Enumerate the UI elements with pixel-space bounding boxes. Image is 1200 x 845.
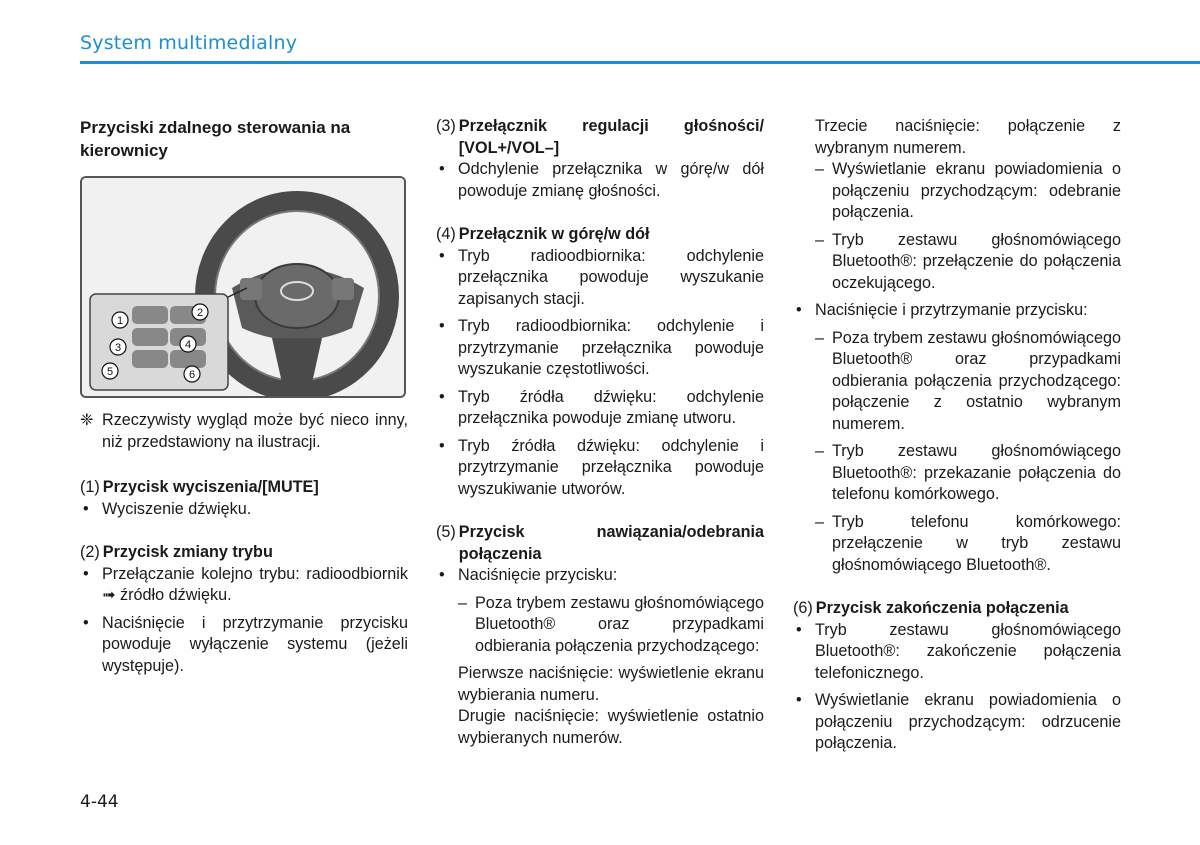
press-second-text: Drugie naciśnięcie: wyświetlenie ostatnio wybieranych numerów. [458, 707, 764, 747]
list-item: • Odchylenie przełącznika w górę/w dół powoduje zmianę głośności. [436, 159, 764, 202]
dash-item: – Poza trybem zestawu głośnomówiącego Bluetooth® oraz przypadkami odbierania połączenia przychodzącego: [436, 593, 764, 658]
steering-wheel-illustration [80, 176, 406, 398]
dash-list-1 [793, 159, 1121, 576]
list-item: • Tryb źródła dźwięku: odchylenie przełącznika powoduje zmianę utworu. [436, 387, 764, 430]
item-5-list [436, 565, 764, 657]
dash-item: – Tryb telefonu komórkowego: przełączenie w tryb zestawu głośnomówiącego Bluetooth®. [793, 512, 1121, 577]
list-item: • Tryb źródła dźwięku: odchylenie i przytrzymanie przełącznika powoduje wyszukiwanie utworów. [436, 436, 764, 501]
list-item: • Naciśnięcie przycisku: [436, 565, 764, 587]
column-1 [80, 116, 408, 683]
dash-item: – Tryb zestawu głośnomówiącego Bluetooth®: przełączenie do połączenia oczekującego. [793, 230, 1121, 295]
list-item: • Wyciszenie dźwięku. [80, 499, 408, 521]
item-5-heading: (5) Przycisk nawiązania/odebrania połączenia [436, 523, 764, 563]
column-3 [793, 116, 1121, 761]
section-heading: Przyciski zdalnego sterowania na kierownicy [80, 118, 351, 160]
item-2-list [80, 564, 408, 678]
header-rule [80, 61, 1200, 64]
press-first-text: Pierwsze naciśnięcie: wyświetlenie ekranu wybierania numeru. [458, 664, 764, 704]
callout-2: 2 [196, 307, 204, 319]
item-2-heading: (2) Przycisk zmiany trybu [80, 543, 273, 561]
list-item: • Przełączanie kolejno trybu: radioodbiornik ➟ źródło dźwięku. [80, 564, 408, 607]
column-2 [436, 116, 764, 749]
item-4-heading: (4) Przełącznik w górę/w dół [436, 225, 650, 243]
callout-6: 6 [188, 369, 196, 381]
list-item: • Naciśnięcie i przytrzymanie przycisku: [793, 300, 1121, 322]
note-mark-icon: ❈ [80, 411, 94, 429]
callout-3: 3 [114, 342, 122, 354]
illustration-note: ❈ Rzeczywisty wygląd może być nieco inny, niż przedstawiony na ilustracji. [80, 411, 408, 451]
page-number: 4-44 [80, 792, 119, 812]
list-item: • Wyświetlanie ekranu powiadomienia o połączeniu przychodzącym: odrzucenie połączenia. [793, 690, 1121, 755]
list-item: • Naciśnięcie i przytrzymanie przycisku powoduje wyłączenie systemu (jeżeli występuje). [80, 613, 408, 678]
list-item: • Tryb radioodbiornika: odchylenie przełącznika powoduje wyszukanie zapisanych stacji. [436, 246, 764, 311]
item-1-heading: (1) Przycisk wyciszenia/[MUTE] [80, 478, 319, 496]
press-third-text: Trzecie naciśnięcie: połączenie z wybranym numerem. [815, 117, 1121, 157]
item-3-heading: (3) Przełącznik regulacji głośności/ [VOL+/VOL–] [436, 117, 764, 157]
list-item: • Tryb radioodbiornika: odchylenie i przytrzymanie przełącznika powoduje wyszukanie częstotliwości. [436, 316, 764, 381]
list-item: • Tryb zestawu głośnomówiącego Bluetooth®: zakończenie połączenia telefonicznego. [793, 620, 1121, 685]
callout-1: 1 [116, 315, 124, 327]
dash-item: – Tryb zestawu głośnomówiącego Bluetooth®: przekazanie połączenia do telefonu komórkowego. [793, 441, 1121, 506]
dash-item: – Poza trybem zestawu głośnomówiącego Bluetooth® oraz przypadkami odbierania połączenia przychodzącego: połączenie z ostatnio wybranym numerem. [793, 328, 1121, 436]
section-title: System multimedialny [80, 32, 298, 54]
item-3-list [436, 159, 764, 202]
item-1-list [80, 499, 408, 521]
item-6-heading: (6) Przycisk zakończenia połączenia [793, 599, 1069, 617]
item-4-list [436, 246, 764, 501]
callout-5: 5 [106, 366, 114, 378]
callout-4: 4 [184, 339, 192, 351]
item-6-list [793, 620, 1121, 755]
dash-item: – Wyświetlanie ekranu powiadomienia o połączeniu przychodzącym: odebranie połączenia. [793, 159, 1121, 224]
